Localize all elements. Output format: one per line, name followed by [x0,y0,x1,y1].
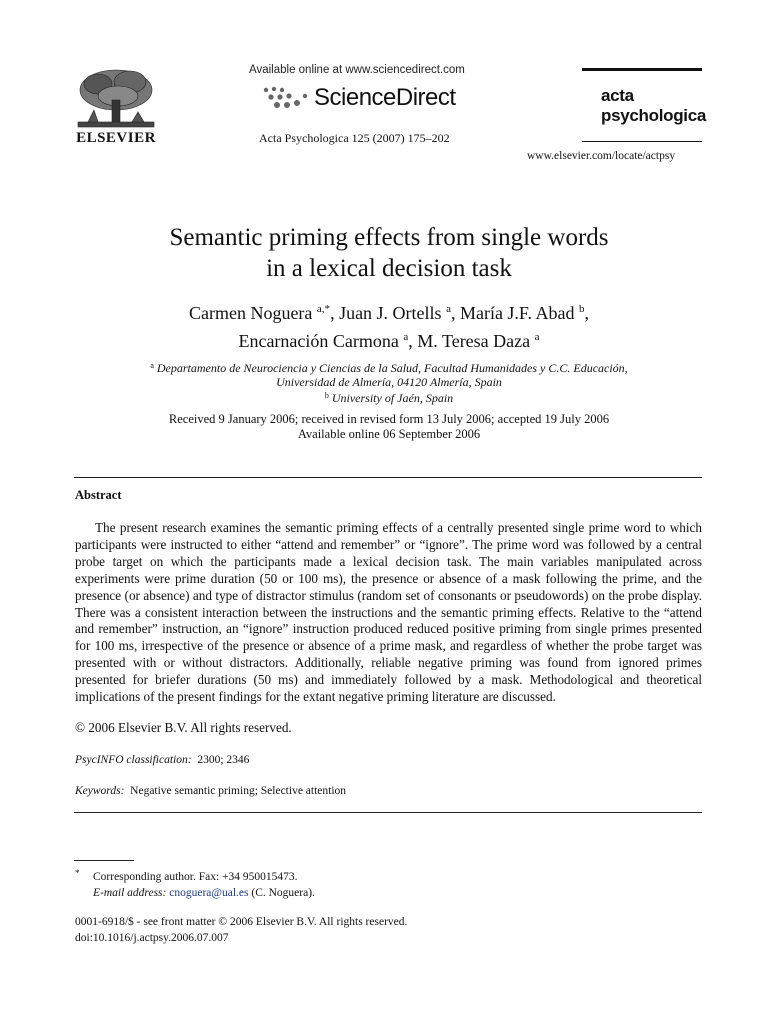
journal-logo-top-rule [582,68,702,71]
article-dates [0,412,768,442]
author-affil-marker: a [403,331,409,343]
journal-logo-line1: acta [601,86,634,105]
author-name: Juan J. Ortells [339,303,442,323]
classification [75,754,249,766]
classification-value: 2300; 2346 [197,754,250,766]
author-affil-marker: a [446,303,451,315]
classification-label: PsycINFO classification: [75,754,192,766]
author-list: Carmen Noguera $^{a,*}$, Juan J. Ortells $^a$, María J.F. Abad $^b$, Encarnación Carmona $^a$, M. Teresa Daza $^a$ [188,303,590,351]
email-label: E-mail address: [93,887,167,899]
corresponding-author: Corresponding author. Fax: +34 950015473. [93,871,298,883]
affil-marker: b [324,391,329,400]
keywords [75,785,346,797]
affiliation-text: University of Jaén, Spain [331,391,454,405]
issn-line: 0001-6918/$ - see front matter © 2006 Elsevier B.V. All rights reserved. [75,916,408,928]
author-name: Encarnación Carmona [238,331,399,351]
front-matter [75,914,407,946]
email-link[interactable]: cnoguera@ual.es [169,887,249,899]
journal-url[interactable]: www.elsevier.com/locate/actpsy [527,150,676,162]
email-suffix: (C. Noguera). [251,887,315,899]
affiliations [0,359,768,405]
divider [74,812,702,813]
journal-logo [601,86,706,126]
article-title [0,222,768,284]
divider [74,477,702,478]
author-affil-marker: a,* [316,303,331,315]
affiliation-text: Universidad de Almería, 04120 Almería, Spain [276,375,502,389]
sciencedirect-logo: ScienceDirect [314,84,456,111]
abstract-text: The present research examines the semantic priming effects of a centrally presented single prime word to which participants were instructed to either “attend and remember” or “ignore”. The prime word was followed by a central probe target on which the participants made a lexical decision task. The main variables manipulated across experiments were prime duration (50 or 100 ms), the presence or absence of a mask following the prime, and the presence (or absence) and type of distractor stimulus (random set of consonants or pseudowords) on the probe display. There was a consistent interaction between the instructions and the semantic priming effects. Relative to the “attend and remember” instruction, an “ignore” instruction produced reduced positive priming from single primes presented for 100 ms, irrespective of the presence or absence of a prime mask, and regardless of whether the probe target was presented with or without distractors. Additionally, reliable negative priming was found from ignored primes presented for briefer durations (50 ms) and immediately followed by a mask. Methodological and theoretical implications of the present findings for the extant negative priming literature are discussed. [75,520,702,705]
author-name: Carmen Noguera [188,303,313,323]
abstract-copyright: © 2006 Elsevier B.V. All rights reserved. [75,720,292,735]
title-line-2: in a lexical decision task [266,255,512,282]
keywords-value: Negative semantic priming; Selective attention [130,785,347,797]
author-affil-marker: b [579,303,585,315]
journal-reference: Acta Psychologica 125 (2007) 175–202 [259,131,450,145]
title-line-1: Semantic priming effects from single words [169,224,609,251]
doi[interactable]: doi:10.1016/j.actpsy.2006.07.007 [75,932,229,944]
author-name: María J.F. Abad [459,303,575,323]
author-name: M. Teresa Daza [417,331,531,351]
publisher-name: ELSEVIER [76,130,156,146]
affil-marker: a [150,361,154,370]
available-online-text: Available online at www.sciencedirect.com [249,64,465,76]
footnote-rule [74,860,134,861]
journal-logo-bottom-rule [582,141,702,142]
affiliation-text: Departamento de Neurociencia y Ciencias de la Salud, Facultad Humanidades y C.C. Educación, [156,361,628,375]
available-date: Available online 06 September 2006 [297,427,481,441]
footnote-marker: * [75,868,80,878]
sciencedirect-dots-icon [262,84,310,112]
footnote [75,865,315,901]
author-affil-marker: a [534,331,540,343]
keywords-label: Keywords: [75,785,125,797]
journal-logo-line2: psychologica [601,106,707,125]
abstract-heading: Abstract [75,488,122,502]
received-dates: Received 9 January 2006; received in revised form 13 July 2006; accepted 19 July 2006 [168,412,610,426]
